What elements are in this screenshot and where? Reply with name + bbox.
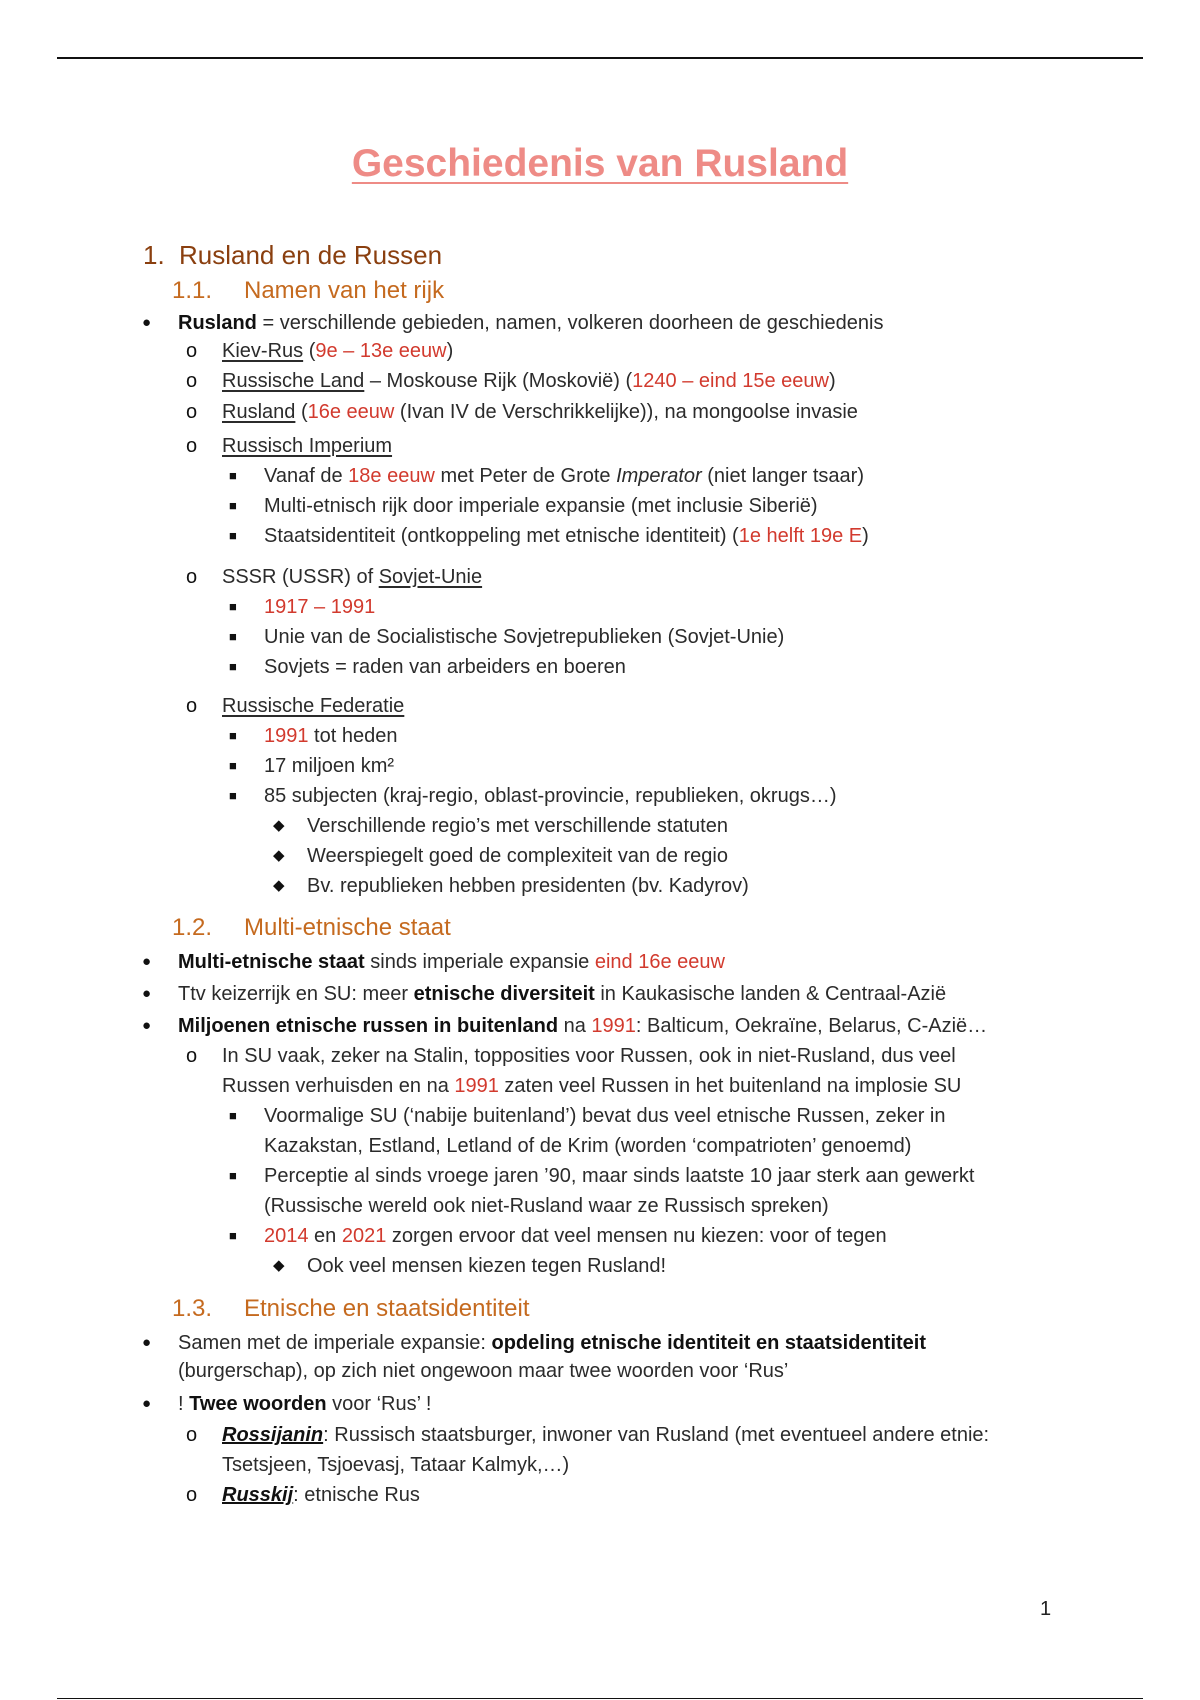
- bullet-circle: o: [186, 1045, 198, 1067]
- heading-1-2: [172, 914, 451, 942]
- list-item: 1991 tot heden: [264, 725, 398, 747]
- page-number: 1: [1040, 1598, 1052, 1620]
- bullet-square: ■: [229, 599, 237, 614]
- list-item: Russkij: etnische Rus: [222, 1484, 420, 1506]
- bullet-circle: o: [186, 435, 198, 457]
- list-item: Ttv keizerrijk en SU: meer etnische diversiteit in Kaukasische landen & Centraal-Azië: [178, 983, 947, 1005]
- heading-number: 1.3.: [172, 1295, 213, 1322]
- document-title: Geschiedenis van Rusland: [351, 142, 849, 185]
- list-item: Unie van de Socialistische Sovjetrepublieken (Sovjet-Unie): [264, 626, 785, 648]
- bullet-circle: o: [186, 401, 198, 423]
- list-item: Rusland (16e eeuw (Ivan IV de Verschrikkelijke)), na mongoolse invasie: [222, 401, 858, 423]
- list-item: Russische Federatie: [222, 695, 405, 717]
- list-item: Weerspiegelt goed de complexiteit van de regio: [307, 845, 728, 867]
- list-item: Staatsidentiteit (ontkoppeling met etnische identiteit) (1e helft 19e E): [264, 525, 869, 547]
- list-item-continuation: (Russische wereld ook niet-Rusland waar ze Russisch spreken): [264, 1195, 829, 1217]
- list-item: SSSR (USSR) of Sovjet-Unie: [222, 566, 483, 588]
- list-item: In SU vaak, zeker na Stalin, topposities voor Russen, ook in niet-Rusland, dus veel: [222, 1045, 956, 1067]
- bullet-circle: o: [186, 695, 198, 717]
- heading-number: 1.: [143, 240, 165, 270]
- bullet-diamond: ◆: [273, 847, 285, 864]
- list-item: 1917 – 1991: [264, 596, 376, 618]
- bullet-square: ■: [229, 629, 237, 644]
- bullet-circle: o: [186, 1484, 198, 1506]
- list-item: 17 miljoen km²: [264, 755, 395, 777]
- bullet-diamond: ◆: [273, 1257, 285, 1274]
- list-item: Russisch Imperium: [222, 435, 393, 457]
- list-item: Vanaf de 18e eeuw met Peter de Grote Imperator (niet langer tsaar): [264, 465, 864, 487]
- heading-1-1: [172, 277, 444, 305]
- bullet-disc: ●: [142, 1017, 152, 1034]
- heading-1-3: [172, 1295, 530, 1323]
- bullet-square: ■: [229, 728, 237, 743]
- bullet-square: ■: [229, 788, 237, 803]
- heading-text: Namen van het rijk: [244, 277, 445, 304]
- list-item: Sovjets = raden van arbeiders en boeren: [264, 656, 626, 678]
- bullet-disc: ●: [142, 1334, 152, 1351]
- list-item: 85 subjecten (kraj-regio, oblast-provincie, republieken, okrugs…): [264, 785, 837, 807]
- heading-text: Etnische en staatsidentiteit: [244, 1295, 530, 1322]
- list-item: Ook veel mensen kiezen tegen Rusland!: [307, 1255, 667, 1277]
- heading-text: Multi-etnische staat: [244, 914, 451, 941]
- bullet-square: ■: [229, 1108, 237, 1123]
- heading-1: [143, 240, 442, 271]
- bullet-square: ■: [229, 1168, 237, 1183]
- bullet-circle: o: [186, 566, 198, 588]
- bullet-circle: o: [186, 370, 198, 392]
- bullet-square: ■: [229, 1228, 237, 1243]
- list-item: Bv. republieken hebben presidenten (bv. Kadyrov): [307, 875, 749, 897]
- bullet-diamond: ◆: [273, 877, 285, 894]
- list-item: Rossijanin: Russisch staatsburger, inwoner van Rusland (met eventueel andere etnie:: [222, 1424, 990, 1446]
- bullet-square: ■: [229, 758, 237, 773]
- list-item: Kiev-Rus (9e – 13e eeuw): [222, 340, 454, 362]
- bullet-square: ■: [229, 468, 237, 483]
- list-item: Rusland = verschillende gebieden, namen, volkeren doorheen de geschiedenis: [178, 312, 884, 334]
- list-item-continuation: Russen verhuisden en na 1991 zaten veel Russen in het buitenland na implosie SU: [222, 1075, 962, 1097]
- bullet-circle: o: [186, 340, 198, 362]
- bullet-disc: ●: [142, 985, 152, 1002]
- list-item: ! Twee woorden voor ‘Rus’ !: [178, 1393, 432, 1415]
- list-item: Voormalige SU (‘nabije buitenland’) bevat dus veel etnische Russen, zeker in: [264, 1105, 946, 1127]
- header-rule: [57, 57, 1143, 59]
- list-item: Multi-etnische staat sinds imperiale expansie eind 16e eeuw: [178, 951, 725, 973]
- bullet-disc: ●: [142, 953, 152, 970]
- heading-text: Rusland en de Russen: [179, 240, 443, 270]
- list-item-continuation: Kazakstan, Estland, Letland of de Krim (worden ‘compatrioten’ genoemd): [264, 1135, 912, 1157]
- bullet-disc: ●: [142, 314, 152, 331]
- bullet-square: ■: [229, 659, 237, 674]
- list-item-continuation: (burgerschap), op zich niet ongewoon maar twee woorden voor ‘Rus’: [178, 1360, 789, 1382]
- list-item: Verschillende regio’s met verschillende statuten: [307, 815, 728, 837]
- heading-number: 1.2.: [172, 914, 213, 941]
- footer-rule: [57, 1698, 1143, 1699]
- bullet-disc: ●: [142, 1395, 152, 1412]
- list-item: 2014 en 2021 zorgen ervoor dat veel mensen nu kiezen: voor of tegen: [264, 1225, 887, 1247]
- bullet-square: ■: [229, 498, 237, 513]
- list-item-continuation: Tsetsjeen, Tsjoevasj, Tataar Kalmyk,…): [222, 1454, 570, 1476]
- list-item: Perceptie al sinds vroege jaren ’90, maar sinds laatste 10 jaar sterk aan gewerkt: [264, 1165, 975, 1187]
- list-item: Samen met de imperiale expansie: opdeling etnische identiteit en staatsidentiteit: [178, 1332, 927, 1354]
- list-item: Russische Land – Moskouse Rijk (Moskovië) (1240 – eind 15e eeuw): [222, 370, 836, 392]
- heading-number: 1.1.: [172, 277, 213, 304]
- list-item: Multi-etnisch rijk door imperiale expansie (met inclusie Siberië): [264, 495, 818, 517]
- bullet-square: ■: [229, 528, 237, 543]
- list-item: Miljoenen etnische russen in buitenland na 1991: Balticum, Oekraïne, Belarus, C-Azië…: [178, 1015, 988, 1037]
- bullet-diamond: ◆: [273, 817, 285, 834]
- bullet-circle: o: [186, 1424, 198, 1446]
